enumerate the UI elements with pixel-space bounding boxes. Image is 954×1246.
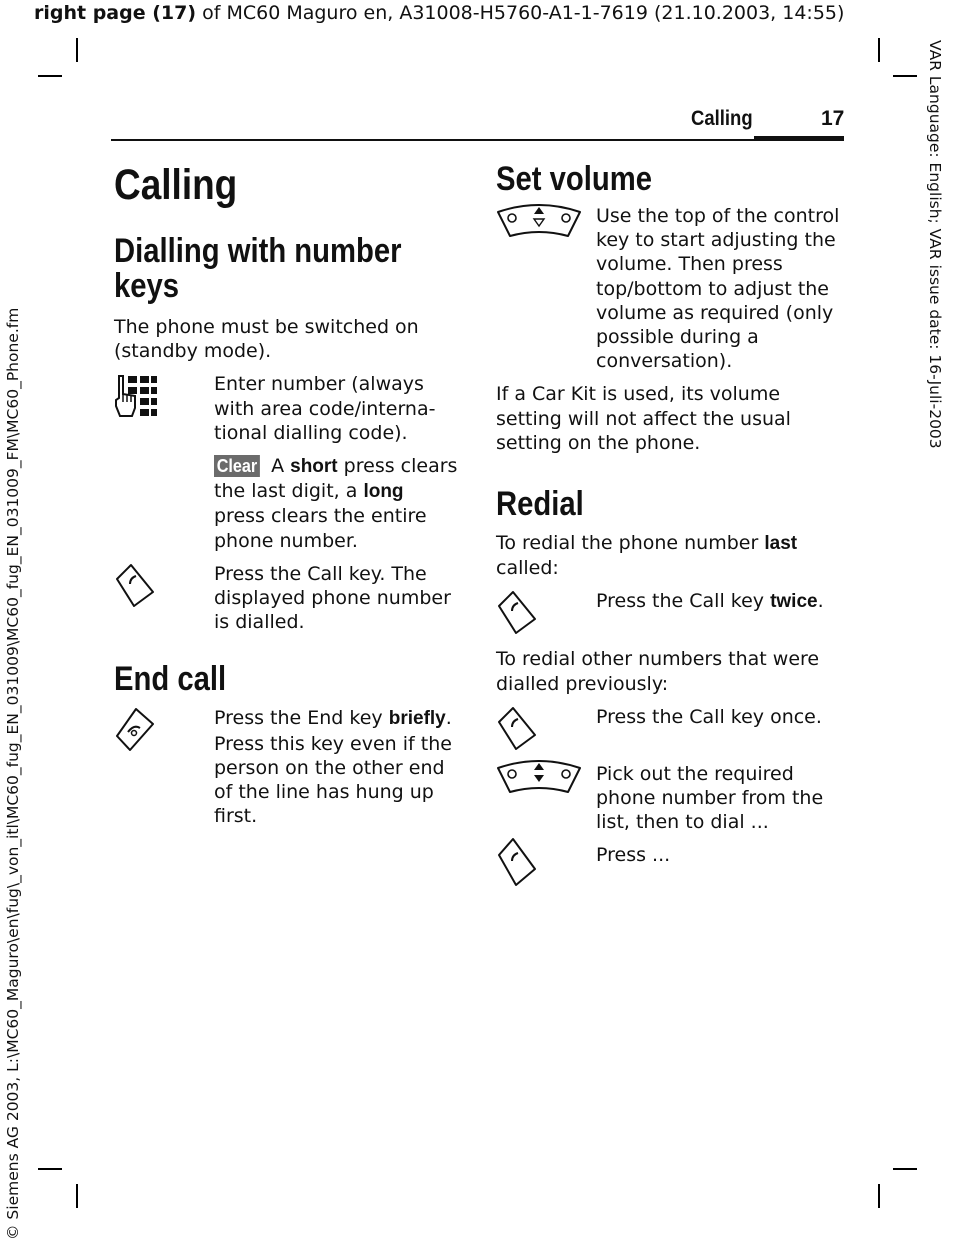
call-key-icon <box>496 705 538 751</box>
number-keys-row <box>114 372 460 445</box>
call-key-icon <box>496 835 538 887</box>
left-column <box>114 150 460 828</box>
redial-once-text: Press the Call key once. <box>596 705 822 728</box>
redial-other-intro: To redial other numbers that were dialled previously: <box>496 648 820 695</box>
volume-text: Use the top of the control key to start adjusting the volume. Then press top/bottom to adjust the volume as required (only possible during a conversation). <box>596 205 840 373</box>
control-key-icon <box>496 760 582 796</box>
crop-mark <box>893 75 917 77</box>
header-rule <box>111 139 844 141</box>
crop-mark <box>893 1168 917 1170</box>
dialling-intro: The phone must be switched on (standby mode). <box>114 316 419 363</box>
right-column <box>496 150 842 868</box>
section-heading-set-volume: Set volume <box>496 160 652 198</box>
crop-mark <box>76 38 78 62</box>
car-kit-text: If a Car Kit is used, its volume setting will not affect the usual setting on the phone. <box>496 383 791 454</box>
section-heading-redial: Redial <box>496 485 584 524</box>
job-info-line: right page (17) of MC60 Maguro en, A31008-H5760-A1-1-7619 (21.10.2003, 14:55) <box>34 2 845 24</box>
chapter-title: Calling <box>114 161 238 209</box>
control-key-icon <box>496 204 582 240</box>
call-key-icon <box>114 562 156 608</box>
crop-mark <box>38 1168 62 1170</box>
running-header-title: Calling <box>691 107 753 130</box>
crop-mark <box>878 38 880 62</box>
number-keys-text: Enter number (always with area code/interna-tional dialling code). <box>214 373 436 444</box>
file-path-sidebar: © Siemens AG 2003, L:\MC60_Maguro\en\fug\_von_itl\MC60_fug_EN_031009\MC60_fug_EN_031009_FM\MC60_Phone.fm <box>4 307 22 1240</box>
pick-number-row <box>496 762 842 835</box>
end-key-text: Press the End key briefly. Press this key even if the person on the other end of the line has hung up first. <box>214 707 452 828</box>
redial-once-row <box>496 705 842 757</box>
header-tab-bar <box>754 136 844 141</box>
redial-twice-row <box>496 589 842 641</box>
press-text: Press ... <box>596 844 671 867</box>
section-heading-end-call: End call <box>114 660 227 699</box>
call-key-text: Press the Call key. The displayed phone number is dialled. <box>214 562 451 634</box>
section-heading-dialling: Dialling with number keys <box>114 232 402 305</box>
pick-number-text: Pick out the required phone number from the list, then to dial ... <box>596 762 824 834</box>
volume-row <box>496 204 842 373</box>
page-number: 17 <box>821 107 845 130</box>
crop-mark <box>38 75 62 77</box>
end-key-icon <box>114 706 156 752</box>
crop-mark <box>878 1184 880 1208</box>
call-key-row <box>114 562 460 635</box>
redial-twice-text: Press the Call key twice. <box>596 590 824 613</box>
end-key-row <box>114 706 460 828</box>
press-row <box>496 843 842 867</box>
language-info-sidebar: VAR Language: English; VAR issue date: 16-Juli-2003 <box>926 40 944 449</box>
call-key-icon <box>496 589 538 635</box>
redial-intro: To redial the phone number last called: <box>496 532 798 580</box>
crop-mark <box>76 1184 78 1208</box>
clear-key-label: Clear <box>214 455 260 477</box>
clear-key-text: Clear A short press clears the last digit, a long press clears the entire phone number. <box>214 455 458 552</box>
number-keys-icon <box>114 372 158 420</box>
